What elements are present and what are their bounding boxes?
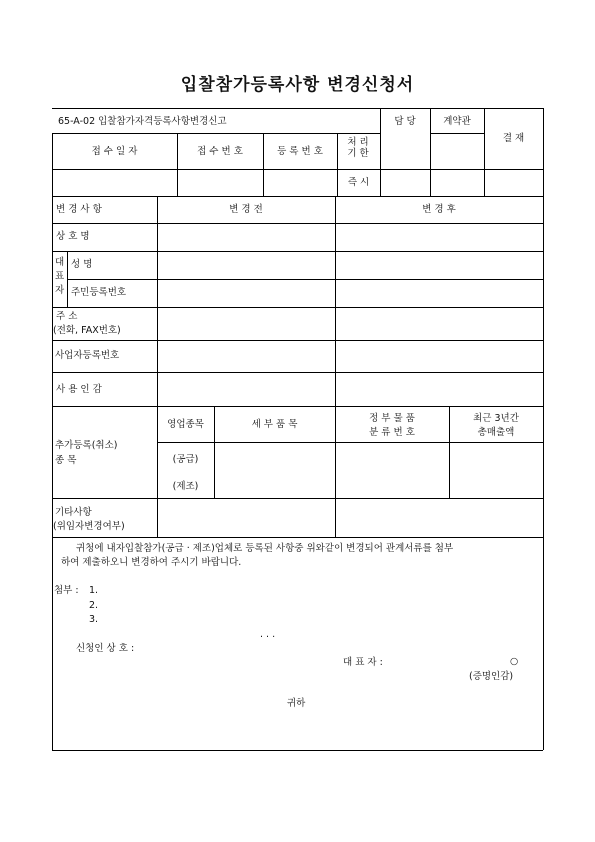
- receipt-date-label: 접 수 일 자: [91, 146, 138, 157]
- form-code: 65-A-02 입찰참가자격등록사항변경신고: [58, 116, 227, 127]
- request-text-line2: 하여 제출하오니 변경하여 주시기 바랍니다.: [61, 557, 242, 568]
- supply-label: (공급): [172, 454, 199, 465]
- approval-decision: 결 재: [502, 133, 525, 144]
- immediate-label: 즉 시: [347, 177, 370, 188]
- addressee-label: 귀하: [287, 698, 306, 709]
- rep-name-label: 성 명: [71, 259, 93, 270]
- sales-header-1: 최근 3년간: [473, 413, 519, 424]
- applicant-company-label: 신청인 상 호 :: [76, 643, 135, 654]
- extra-category-label: 종 목: [55, 455, 77, 466]
- attachment-2: 2.: [89, 600, 99, 611]
- processing-deadline-label: 처 리 기 한: [347, 137, 369, 160]
- attachment-1: 1.: [89, 585, 99, 596]
- manufacture-label: (제조): [172, 481, 199, 492]
- seal-note: (증명인감): [469, 671, 514, 682]
- before-change-header: 변 경 전: [229, 204, 263, 215]
- change-items-header: 변 경 사 항: [56, 204, 102, 215]
- representative-sign-label: 대 표 자 :: [343, 657, 383, 668]
- approval-charge: 담 당: [394, 116, 416, 127]
- attachment-3: 3.: [89, 614, 99, 625]
- approval-contract-officer: 계약관: [443, 116, 471, 127]
- receipt-number-label: 접 수 번 호: [197, 146, 243, 157]
- other-items-label: 기타사항: [55, 507, 92, 518]
- form-title: 입찰참가등록사항 변경신청서: [180, 75, 415, 95]
- representative-label: 대표자: [55, 257, 65, 296]
- delegate-change-label: (위임자변경여부): [53, 521, 125, 532]
- gov-class-header-2: 분 류 번 호: [369, 427, 415, 438]
- date-dots: . . .: [260, 629, 276, 640]
- gov-class-header-1: 정 부 물 품: [369, 413, 415, 424]
- seal-mark: ○: [510, 656, 519, 667]
- after-change-header: 변 경 후: [422, 204, 456, 215]
- business-type-header: 영업종목: [167, 419, 204, 430]
- address-phone-label: (전화, FAX번호): [53, 325, 121, 336]
- extra-registration-label: 추가등록(취소): [55, 440, 118, 451]
- seal-label: 사 용 인 감: [56, 384, 102, 395]
- rep-id-label: 주민등록번호: [71, 287, 127, 298]
- attachment-label: 첨부 :: [54, 585, 79, 596]
- registration-number-label: 등 록 번 호: [277, 146, 323, 157]
- address-label: 주 소: [56, 311, 78, 322]
- request-text-line1: 귀청에 내자입찰참가(공급 · 제조)업체로 등록된 사항중 위와같이 변경되어 관계서류를 첨부: [76, 543, 454, 554]
- company-name-label: 상 호 명: [56, 231, 90, 242]
- business-number-label: 사업자등록번호: [55, 350, 120, 361]
- detail-items-header: 세 부 품 목: [251, 419, 298, 430]
- sales-header-2: 총매출액: [477, 427, 515, 438]
